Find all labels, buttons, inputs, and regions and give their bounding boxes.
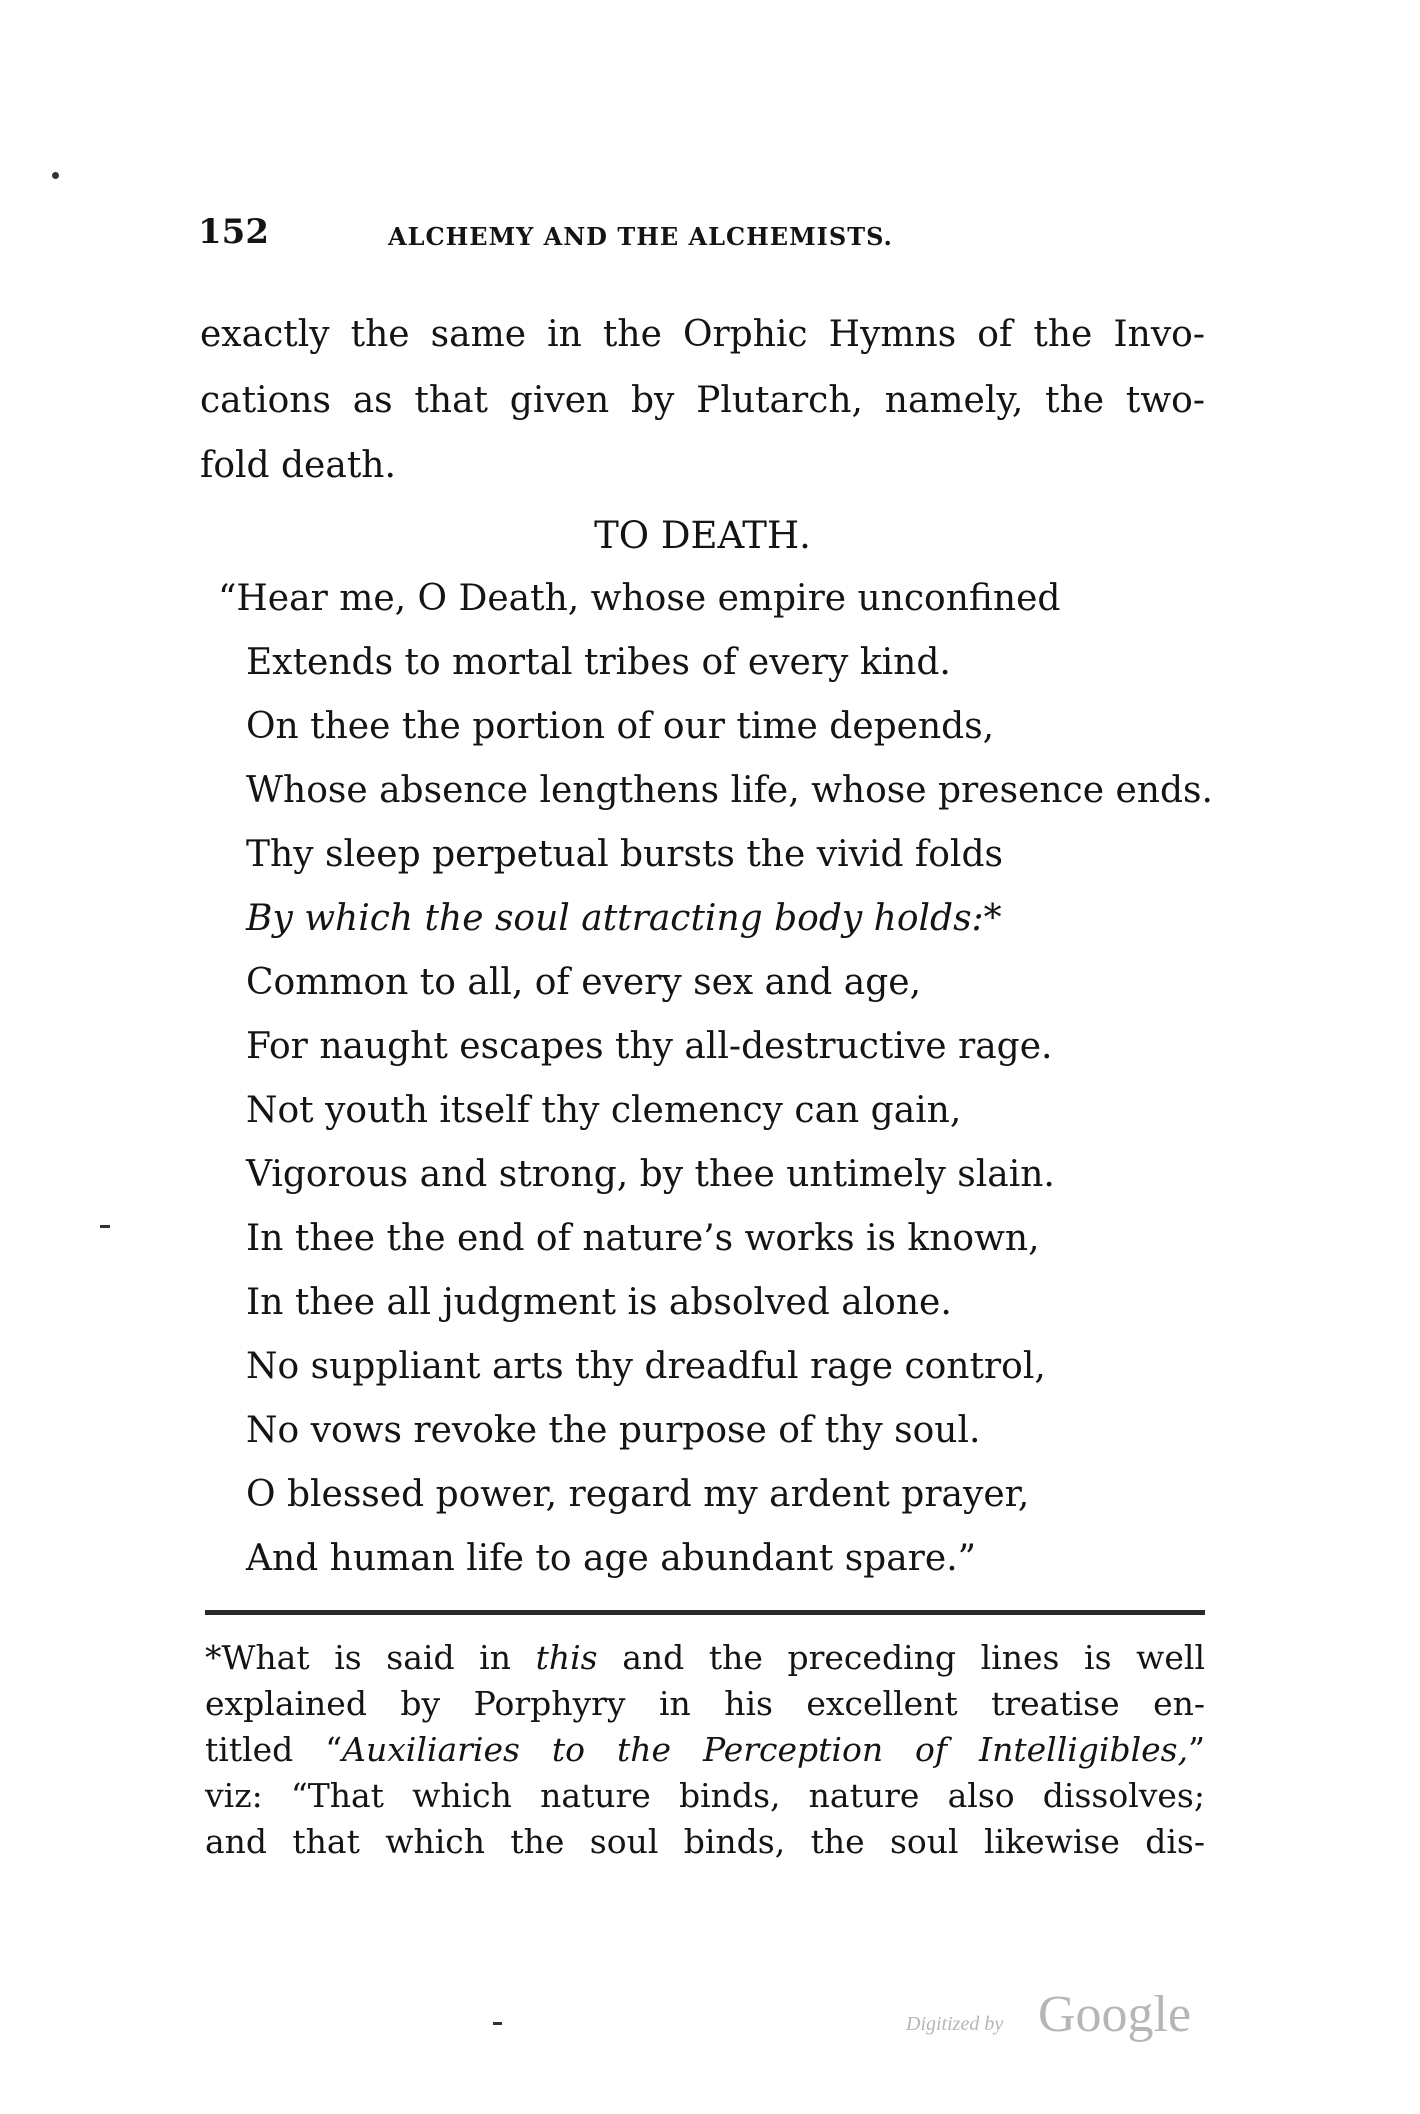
scan-speck <box>100 1225 110 1228</box>
verse-line: “Hear me, O Death, whose empire unconfined <box>218 578 1061 619</box>
digitized-watermark <box>906 1985 1226 2055</box>
verse-line: No suppliant arts thy dreadful rage control, <box>246 1346 1046 1387</box>
footnote-book-title: Auxiliaries to the Perception of Intelligibles, <box>342 1730 1189 1769</box>
verse-line: In thee all judgment is absolved alone. <box>246 1282 952 1323</box>
footnote-rule <box>205 1610 1205 1615</box>
verse-line: On thee the portion of our time depends, <box>246 706 995 747</box>
verse-line: Common to all, of every sex and age, <box>246 962 922 1003</box>
running-title: ALCHEMY AND THE ALCHEMISTS. <box>388 222 893 251</box>
body-line: fold death. <box>200 445 396 486</box>
verse-line: Vigorous and strong, by thee untimely slain. <box>246 1154 1055 1195</box>
verse-line: For naught escapes thy all-destructive rage. <box>246 1026 1053 1067</box>
footnote-line: viz: “That which nature binds, nature also dissolves; <box>205 1776 1205 1815</box>
footnote-line: *What is said in this and the preceding lines is well <box>205 1638 1205 1677</box>
footnote-line: titled “Auxiliaries to the Perception of Intelligibles,” <box>205 1730 1205 1769</box>
google-logo: Google <box>1038 1986 1192 2043</box>
footnote-line: explained by Porphyry in his excellent treatise en- <box>205 1684 1205 1723</box>
running-head <box>198 212 1198 252</box>
scan-speck <box>493 2022 502 2025</box>
page-number: 152 <box>198 212 269 252</box>
verse-line: No vows revoke the purpose of thy soul. <box>246 1410 981 1451</box>
body-line: cations as that given by Plutarch, namely, the two- <box>200 380 1205 421</box>
footnote-line: and that which the soul binds, the soul likewise dis- <box>205 1822 1205 1861</box>
watermark-caption: Digitized by <box>906 2013 1004 2035</box>
verse-line: Not youth itself thy clemency can gain, <box>246 1090 962 1131</box>
verse-line: Thy sleep perpetual bursts the vivid folds <box>246 834 1003 875</box>
verse-line: Whose absence lengthens life, whose presence ends. <box>246 770 1213 811</box>
scan-speck <box>52 172 59 179</box>
verse-line: O blessed power, regard my ardent prayer, <box>246 1474 1030 1515</box>
verse-line-italic: By which the soul attracting body holds:* <box>246 898 1002 939</box>
poem-title: TO DEATH. <box>594 514 811 557</box>
verse-line: In thee the end of nature’s works is known, <box>246 1218 1040 1259</box>
body-line: exactly the same in the Orphic Hymns of the Invo- <box>200 314 1205 355</box>
footnote-emphasis: this <box>535 1638 598 1677</box>
verse-line: And human life to age abundant spare.” <box>246 1538 977 1579</box>
verse-line: Extends to mortal tribes of every kind. <box>246 642 951 683</box>
